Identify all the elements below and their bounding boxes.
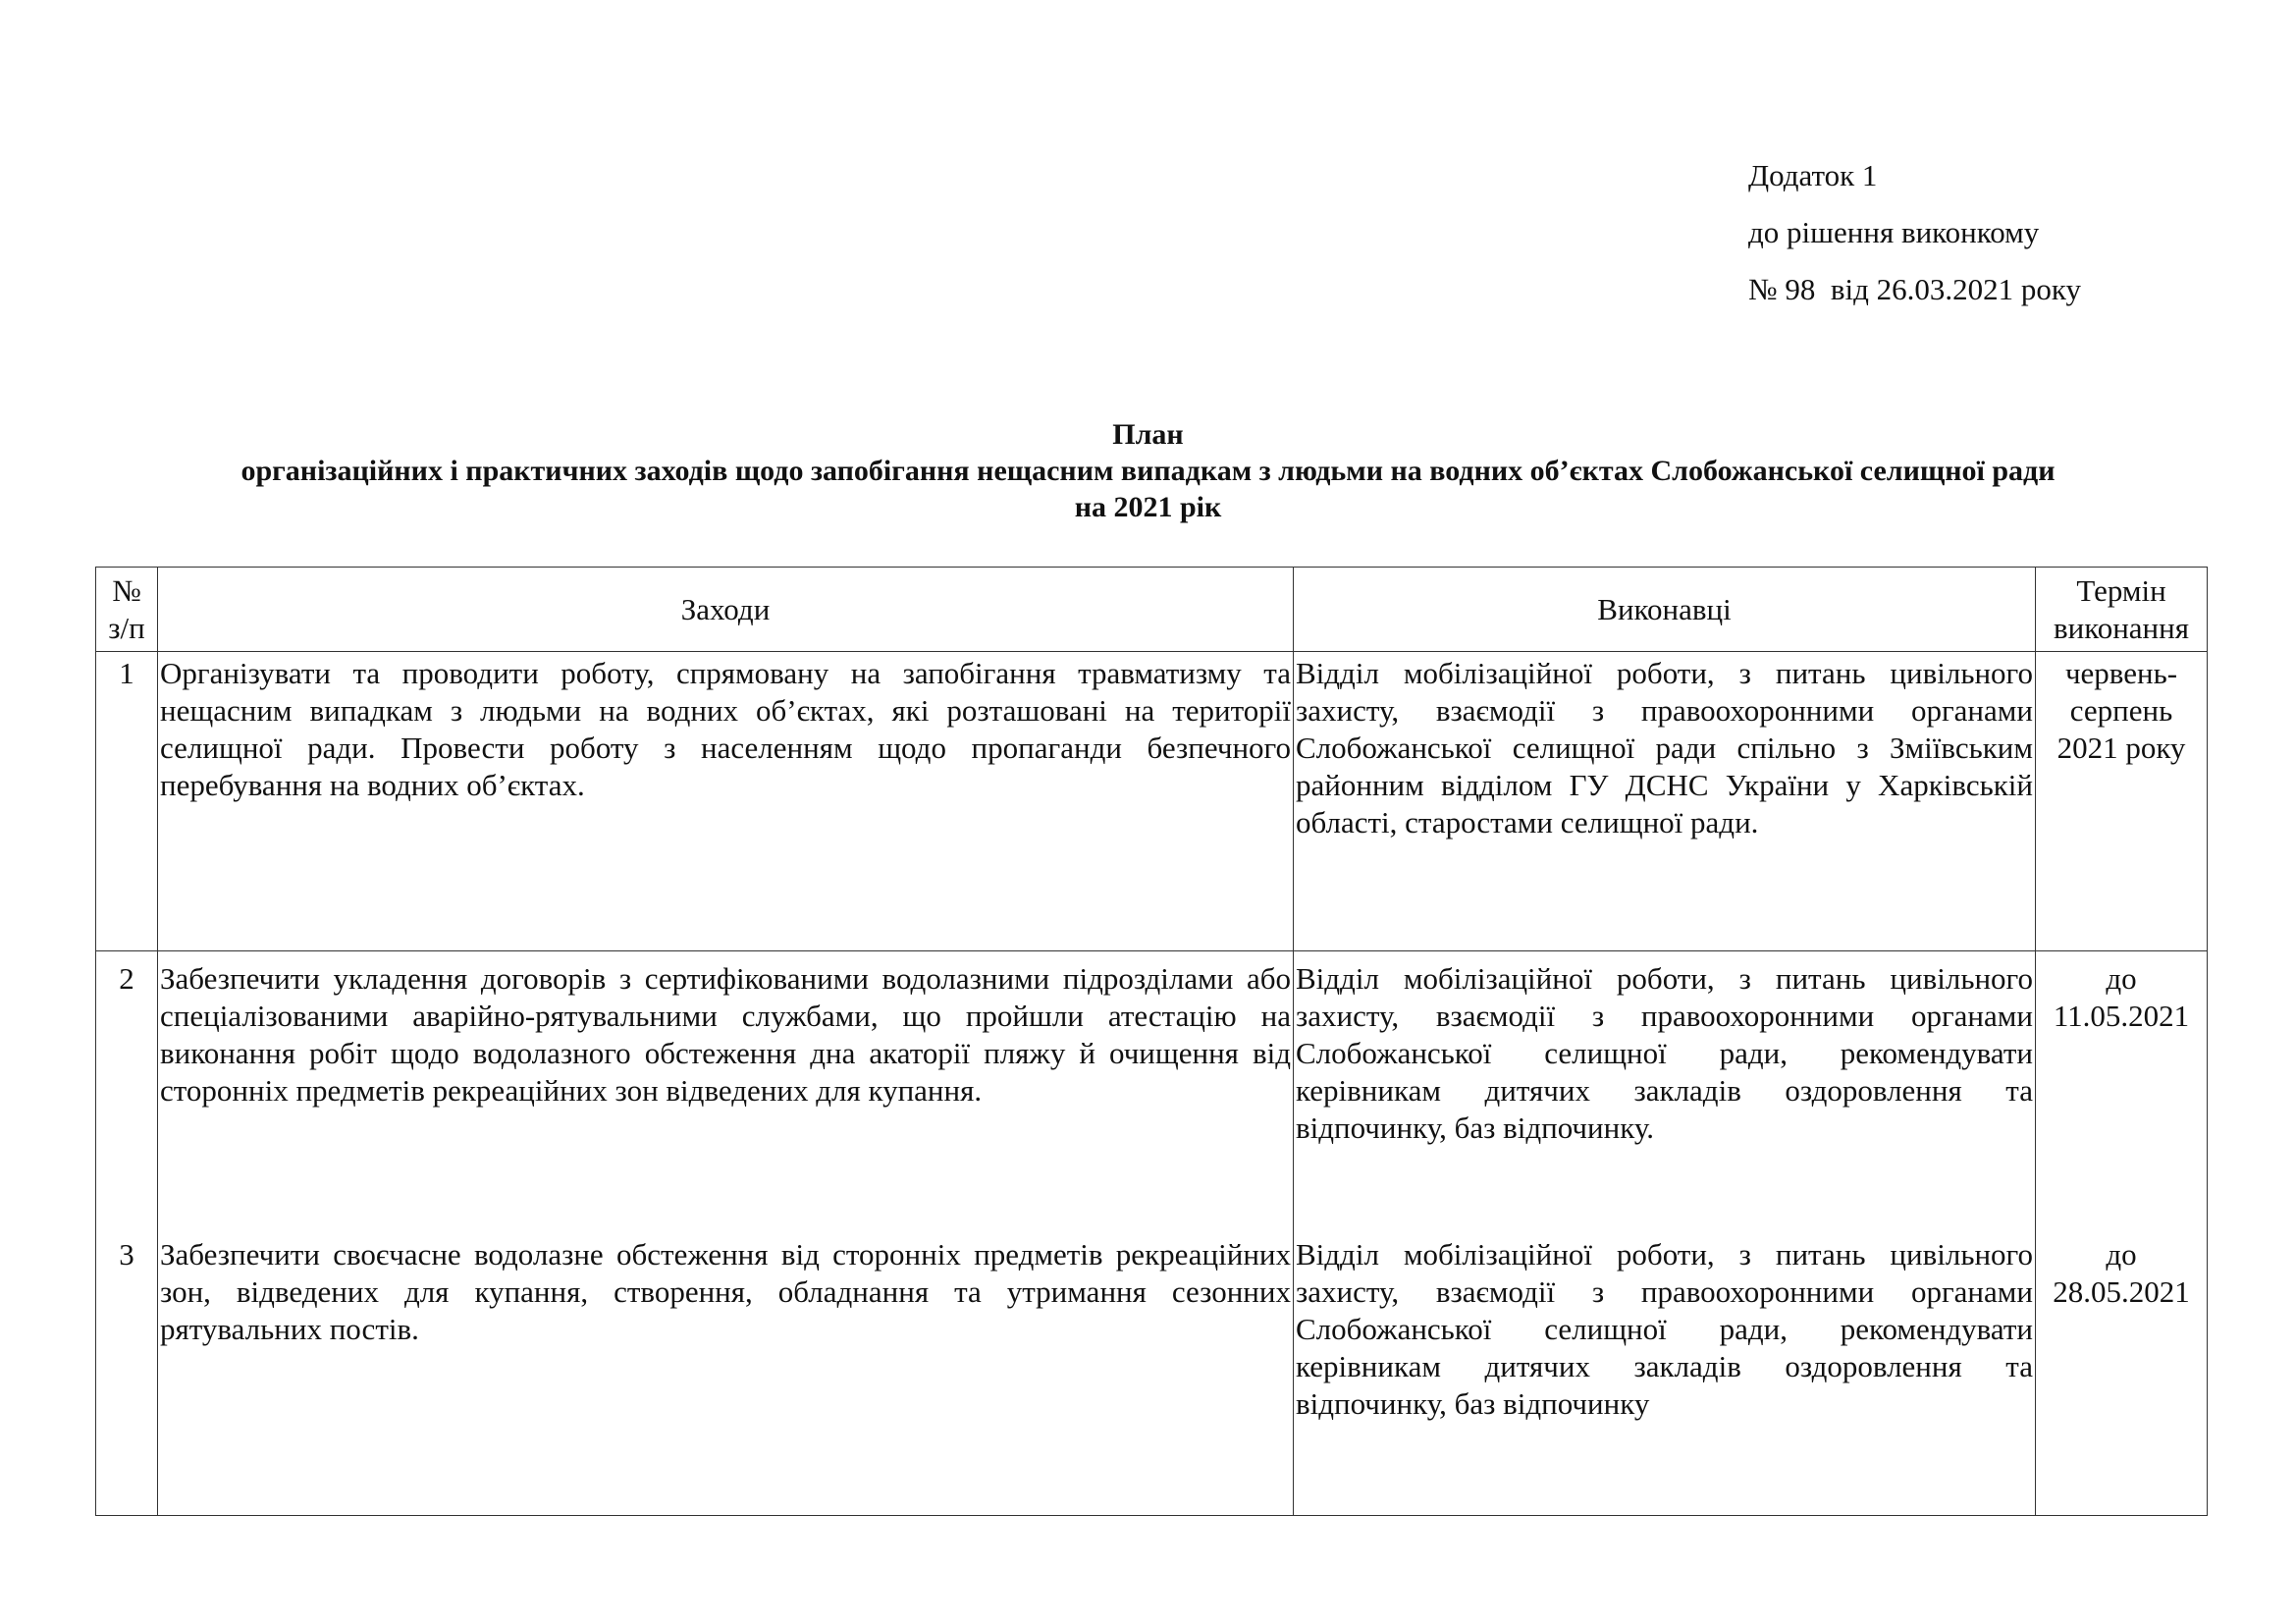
title-line-year: на 2021 рік — [1074, 491, 1222, 523]
row-term-line2: 11.05.2021 — [2053, 999, 2190, 1033]
annex-title: Додаток 1 — [1748, 158, 1878, 192]
row-number: 3 — [119, 1237, 134, 1272]
annex-block — [1748, 147, 2081, 318]
header-measures: Заходи — [158, 568, 1294, 652]
table-row — [96, 652, 2208, 951]
row-number-cell — [96, 951, 158, 1516]
header-term-line2: виконання — [2053, 610, 2189, 645]
row-number: 1 — [96, 652, 158, 951]
row-measure-cell — [158, 951, 1294, 1516]
annex-decision-ref: до рішення виконкому — [1748, 215, 2040, 249]
row-term — [2038, 960, 2205, 1035]
header-executors: Виконавці — [1294, 568, 2036, 652]
header-num-symbol: № — [112, 572, 141, 608]
header-term-line1: Термін — [2076, 572, 2166, 608]
header-num — [96, 568, 158, 652]
row-executor: Відділ мобілізаційної роботи, з питань цивільного захисту, взаємодії з правоохоронними органами Слобожанської селищної ради спільно з Зміївським районним відділом ГУ ДСНС України у Харківській області, старостами селищної ради. — [1294, 652, 2036, 951]
row-term-line1: до — [2106, 961, 2137, 996]
row-measure: Забезпечити укладення договорів з сертифікованими водолазними підрозділами або спеціалізованими аварійно-рятувальними службами, що пройшли атестацію на виконання робіт щодо водолазного обстеження дна акаторії пляжу й очищення від сторонніх предметів рекреаційних зон відведених для купання. — [160, 961, 1291, 1108]
table-header-row — [96, 568, 2208, 652]
row-term-line1: червень- — [2064, 656, 2178, 690]
plan-table — [95, 567, 2208, 1516]
row-term — [2038, 1236, 2205, 1311]
row-executor: Відділ мобілізаційної роботи, з питань цивільного захисту, взаємодії з правоохоронними органами Слобожанської селищної ради, рекомендувати керівникам дитячих закладів оздоровлення та відпочинку, баз відпочинку. — [1296, 961, 2033, 1145]
row-term — [2036, 652, 2208, 951]
table-row — [96, 951, 2208, 1516]
row-term-line2: серпень — [2069, 693, 2173, 728]
title-line-plan: План — [1112, 418, 1184, 451]
row-executor: Відділ мобілізаційної роботи, з питань цивільного захисту, взаємодії з правоохоронними органами Слобожанської селищної ради, рекомендувати керівникам дитячих закладів оздоровлення та відпочинку, баз відпочинку — [1296, 1237, 2033, 1421]
row-measure: Організувати та проводити роботу, спрямовану на запобігання травматизму та нещасним випадкам з людьми на водних об’єктах, які розташовані на території селищної ради. Провести роботу з населенням щодо пропаганди безпечного перебування на водних об’єктах. — [158, 652, 1294, 951]
row-executor-cell — [1294, 951, 2036, 1516]
row-term-line3: 2021 року — [2056, 731, 2186, 765]
document-title — [0, 416, 2296, 525]
row-number: 2 — [119, 961, 134, 996]
header-num-abbr: з/п — [108, 610, 145, 645]
title-line-subject: організаційних і практичних заходів щодо запобігання нещасним випадкам з людьми на водних об’єктах Слобожанської селищної ради — [240, 455, 2056, 487]
row-measure: Забезпечити своєчасне водолазне обстеження від сторонніх предметів рекреаційних зон, відведених для купання, створення, обладнання та утримання сезонних рятувальних постів. — [160, 1237, 1291, 1346]
row-term-line1: до — [2106, 1237, 2137, 1272]
header-term — [2036, 568, 2208, 652]
row-term-line2: 28.05.2021 — [2053, 1274, 2190, 1309]
row-term-cell — [2036, 951, 2208, 1516]
annex-decision-number-date: № 98 від 26.03.2021 року — [1748, 272, 2081, 306]
